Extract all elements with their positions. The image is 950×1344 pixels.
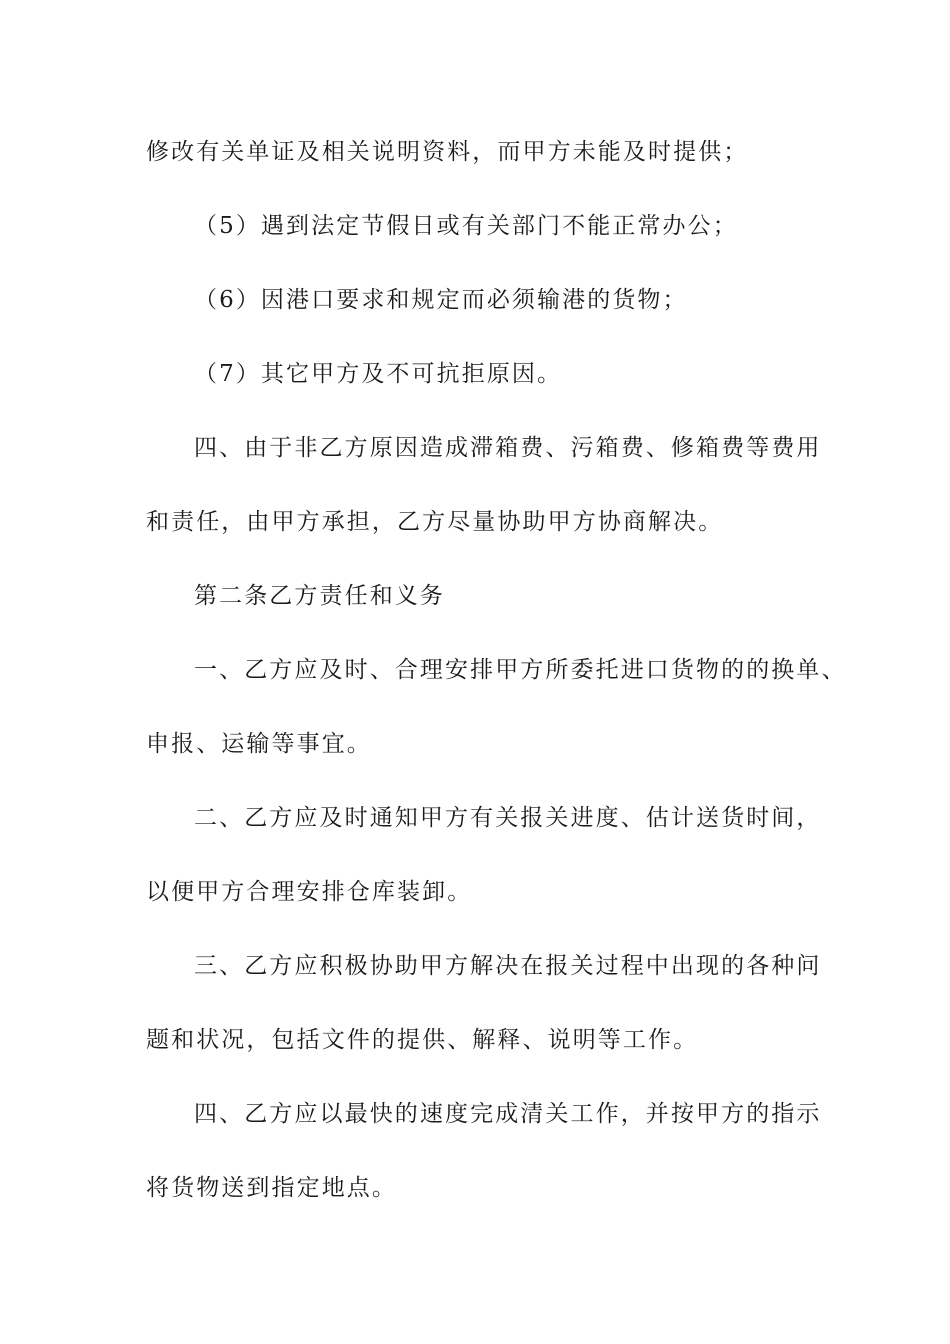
duty-two-continuation: 以便甲方合理安排仓库装卸。	[146, 879, 473, 905]
duty-three-first-line: 三、乙方应积极协助甲方解决在报关过程中出现的各种问	[194, 953, 822, 979]
clause-four-first-line: 四、由于非乙方原因造成滞箱费、污箱费、修箱费等费用	[194, 435, 822, 461]
duty-one-first-line: 一、乙方应及时、合理安排甲方所委托进口货物的的换单、	[194, 657, 847, 683]
text-line: 修改有关单证及相关说明资料，而甲方未能及时提供；	[146, 139, 749, 165]
duty-one-continuation: 申报、运输等事宜。	[146, 731, 372, 757]
duty-four-continuation: 将货物送到指定地点。	[146, 1175, 397, 1201]
duty-four-first-line: 四、乙方应以最快的速度完成清关工作，并按甲方的指示	[194, 1101, 822, 1127]
list-item-7: （7）其它甲方及不可抗拒原因。	[194, 361, 563, 387]
duty-two-first-line: 二、乙方应及时通知甲方有关报关进度、估计送货时间，	[194, 805, 822, 831]
list-item-5: （5）遇到法定节假日或有关部门不能正常办公；	[194, 213, 738, 239]
list-item-6: （6）因港口要求和规定而必须输港的货物；	[194, 287, 688, 313]
duty-three-continuation: 题和状况，包括文件的提供、解释、说明等工作。	[146, 1027, 699, 1053]
article-heading: 第二条乙方责任和义务	[194, 583, 445, 609]
clause-four-continuation: 和责任，由甲方承担，乙方尽量协助甲方协商解决。	[146, 509, 724, 535]
